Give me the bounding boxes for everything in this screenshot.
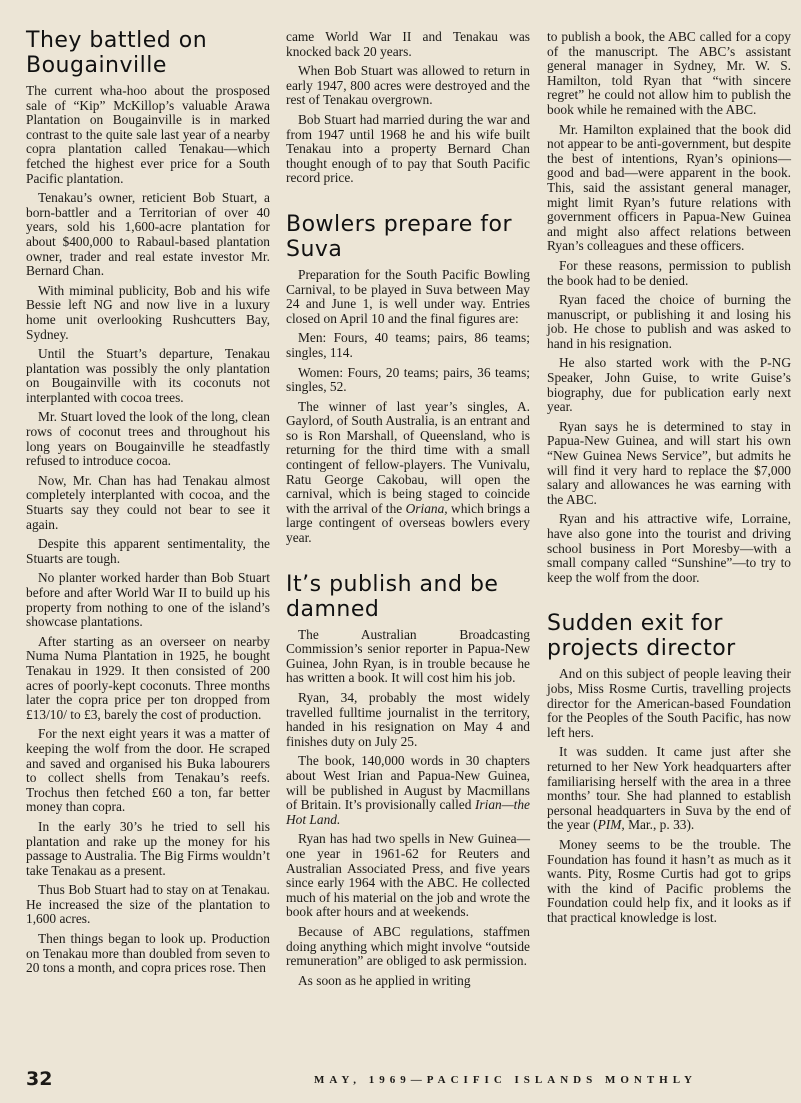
paragraph [286, 400, 530, 546]
paragraph: And on this subject of people leaving their jobs, Miss Rosme Curtis, travelling projects director for the American-based Foundation for the Peoples of the South Pacific, has now left hers. [547, 666, 791, 740]
paragraph: Mr. Hamilton explained that the book did not appear to be anti-government, but despite the best of intentions, Ryan’s opinions—good and bad—were apparent in the book. This, said the assistant general manager, might limit Ryan’s future relations with government officers in Papua-New Guinea and might also affect relations between Ryan’s colleagues and these officers. [547, 121, 791, 254]
paragraph: Now, Mr. Chan has had Tenakau almost completely interplanted with cocoa, and the Stuarts say they could not bear to see it again. [26, 472, 270, 532]
paragraph: Then things began to look up. Production on Tenakau more than doubled from seven to 20 tons a month, and copra prices rose. Then [26, 931, 270, 976]
text-run: It was sudden. It came just after she returned to her New York headquarters after familiarising herself with the area in a three months’ tour. She had planned to establish personal headquarters in Suva by the end of the year ( [547, 744, 791, 833]
paragraph: Men: Fours, 40 teams; pairs, 86 teams; singles, 114. [286, 330, 530, 360]
paragraph: Bob Stuart had married during the war and from 1947 until 1968 he and his wife built Tenakau into a property Bernard Chan thought enough of to pay that South Pacific record price. [286, 111, 530, 186]
article-title-exit: Sudden exit for projects director [547, 611, 736, 662]
paragraph [286, 754, 530, 827]
article-body-publish [286, 628, 530, 989]
paragraph: Ryan, 34, probably the most widely travelled fulltime journalist in the territory, handed in his resignation on May 4 and finishes duty on July 25. [286, 690, 530, 749]
page-number: 32 [26, 1068, 53, 1090]
paragraph: When Bob Stuart was allowed to return in early 1947, 800 acres were destroyed and the rest of Tenakau overgrown. [286, 63, 530, 108]
paragraph: After starting as an overseer on nearby Numa Numa Plantation in 1925, he bought Tenakau in 1929. It then consisted of 200 acres of poorly-kept coconuts. Three months later the copra price per ton dropped from £13/10/ to £3, barely the cost of production. [26, 633, 270, 722]
text-run: Mar., p. 33). [624, 817, 695, 833]
paragraph: Ryan has had two spells in New Guinea—one year in 1961-62 for Reuters and Australian Associated Press, and five years since early 1964 with the ABC. He collected much of his material on the job and wrote the book after hours and at weekends. [286, 831, 530, 920]
paragraph: Mr. Stuart loved the look of the long, clean rows of coconut trees and throughout his long years on Bougainville he steadfastly refused to introduce cocoa. [26, 409, 270, 469]
paragraph: Money seems to be the trouble. The Foundation has found it hasn’t as much as it wants. Pity, Rosme Curtis had got to grips with the kind of Pacific problems the Foundation could help fix, and it looks as if that practical knowledge is lost. [547, 836, 791, 925]
article-title-publish: It’s publish and be damned [286, 571, 499, 622]
book-title: Irian—the Hot Land. [286, 797, 530, 827]
paragraph: Ryan says he is determined to stay in Papua-New Guinea, and will start his own “New Guinea News Service”, but admits he will find it very hard to replace the $7,000 salary and allowances he was earning with the ABC. [547, 418, 791, 507]
text-run: which brings a large contingent of overseas bowlers every year. [286, 500, 530, 546]
text-run: The winner of last year’s singles, A. Gaylord, of South Australia, is an entrant and so is Ron Marshall, of Queensland, who is returning for the third time with a small contingent of fellow-players. The Vunivalu, Ratu George Cakobau, will open the carnival, which is being staged to coincide with the arrival of the [286, 398, 530, 516]
paragraph: For the next eight years it was a matter of keeping the wolf from the door. He scraped and saved and organised his Buka labourers to collect shells from Tenakau’s reefs. Trochus then fetched £60 a ton, far better money than copra. [26, 726, 270, 815]
paragraph: For these reasons, permission to publish the book had to be denied. [547, 257, 791, 288]
article-continuation-bougainville [286, 30, 530, 186]
paragraph: The Australian Broadcasting Commission’s senior reporter in Papua-New Guinea, John Ryan, is in trouble because he has written a book. It will cost him his job. [286, 626, 530, 686]
column-3 [547, 30, 791, 930]
page-footer [0, 1068, 801, 1098]
paragraph: Preparation for the South Pacific Bowling Carnival, to be played in Suva between May 24 and June 1, is well under way. Entries closed on April 10 and the final figures are: [286, 266, 530, 326]
article-body-bowlers [286, 268, 530, 546]
paragraph: As soon as he applied in writing [298, 972, 471, 988]
paragraph: In the early 30’s he tried to sell his plantation and rake up the money for his passage to Australia. The Big Firms wouldn’t take Tenakau as a present. [26, 818, 270, 878]
ship-name: Oriana, [405, 500, 448, 516]
article-body-bougainville [26, 84, 270, 976]
paragraph: to publish a book, the ABC called for a copy of the manuscript. The ABC’s assistant general manager in Sydney, Mr. W. S. Hamilton, told Ryan that “with sincere regret” he could not allow him to publish the book while he remained with the ABC. [547, 29, 791, 117]
paragraph: Tenakau’s owner, reticient Bob Stuart, a born-battler and a Territorian of over 40 years, sold his 1,600-acre plantation for about $400,000 to Rabaul-based plantation owner, trader and real estate investor Mr. Bernard Chan. [26, 190, 270, 279]
paragraph: He also started work with the P-NG Speaker, John Guise, to write Guise’s biography, due for publication early next year. [547, 355, 791, 415]
article-body-exit [547, 667, 791, 925]
paragraph: Ryan faced the choice of burning the manuscript, or publishing it and losing his job. He chose to publish and was asked to hand in his resignation. [547, 292, 791, 351]
paragraph: The current wha-hoo about the prosposed sale of “Kip” McKillop’s valuable Arawa Plantation on Bougainville is in marked contrast to the quite sale last year of a nearby copra plantation called Tenakau—which fetched the highest ever price for a South Pacific plantation. [26, 83, 270, 186]
paragraph: Until the Stuart’s departure, Tenakau plantation was possibly the only plantation on Bougainville with its coconuts not interplanted with cocoa trees. [26, 346, 270, 405]
paragraph [547, 745, 791, 833]
paragraph: No planter worked harder than Bob Stuart before and after World War II to build up his property from nothing to one of the island’s showcase plantations. [26, 570, 270, 630]
article-title-bowlers: Bowlers prepare for Suva [286, 211, 513, 262]
article-continuation-publish [547, 30, 791, 585]
column-1 [26, 28, 270, 981]
paragraph: Despite this apparent sentimentality, the Stuarts are tough. [26, 536, 270, 566]
paragraph: Women: Fours, 20 teams; pairs, 36 teams; singles, 52. [286, 364, 530, 395]
text-run: The book, 140,000 words in 30 chapters about West Irian and Papua-New Guinea, will be published in August by Macmillans of Britain. It’s provisionally called [286, 753, 530, 813]
publication-ref: PIM, [597, 817, 625, 833]
paragraph: came World War II and Tenakau was knocked back 20 years. [286, 29, 530, 59]
paragraph: Ryan and his attractive wife, Lorraine, have also gone into the tourist and driving school business in Port Moresby—with a small company called “Sunshine”—to try to keep the wolf from the door. [547, 511, 791, 585]
paragraph: Because of ABC regulations, staffmen doing anything which might involve “outside remuneration” are obliged to ask permission. [286, 923, 530, 969]
article-title-bougainville: They battled on Bougainville [26, 28, 208, 78]
paragraph: With miminal publicity, Bob and his wife Bessie left NG and now live in a luxury home unit overlooking Rushcutters Bay, Sydney. [26, 282, 270, 342]
column-2 [286, 30, 530, 993]
running-head: MAY, 1969—PACIFIC ISLANDS MONTHLY [314, 1074, 697, 1086]
paragraph: Thus Bob Stuart had to stay on at Tenakau. He increased the size of the plantation to 1,600 acres. [26, 882, 270, 927]
